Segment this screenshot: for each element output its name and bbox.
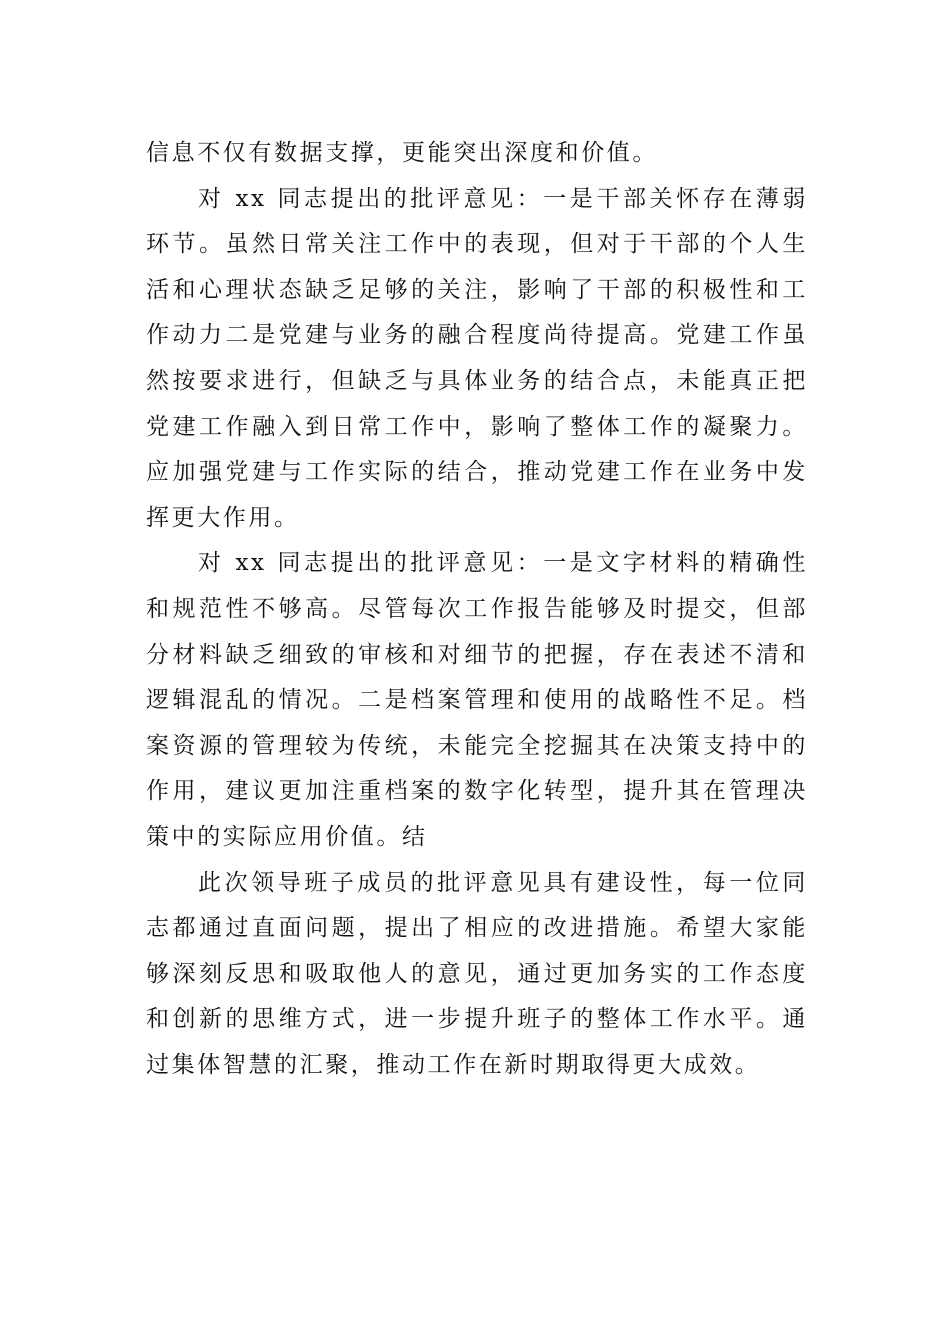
paragraph-criticism-1: 对 xx 同志提出的批评意见：一是干部关怀存在薄弱环节。虽然日常关注工作中的表现，但对于干部的个人生活和心理状态缺乏足够的关注，影响了干部的积极性和工作动力二是党建与业务的融合程度尚待提高。党建工作虽然按要求进行，但缺乏与具体业务的结合点，未能真正把党建工作融入到日常工作中，影响了整体工作的凝聚力。应加强党建与工作实际的结合，推动党建工作在业务中发挥更大作用。: [146, 185, 808, 531]
document-body: [146, 131, 808, 1088]
paragraph-conclusion: 此次领导班子成员的批评意见具有建设性，每一位同志都通过直面问题，提出了相应的改进措施。希望大家能够深刻反思和吸取他人的意见，通过更加务实的工作态度和创新的思维方式，进一步提升班子的整体工作水平。通过集体智慧的汇聚，推动工作在新时期取得更大成效。: [146, 869, 808, 1078]
paragraph-criticism-2: 对 xx 同志提出的批评意见：一是文字材料的精确性和规范性不够高。尽管每次工作报告能够及时提交，但部分材料缺乏细致的审核和对细节的把握，存在表述不清和逻辑混乱的情况。二是档案管理和使用的战略性不足。档案资源的管理较为传统，未能完全挖掘其在决策支持中的作用，建议更加注重档案的数字化转型，提升其在管理决策中的实际应用价值。结: [146, 550, 808, 850]
paragraph-continuation: 信息不仅有数据支撑，更能突出深度和价值。: [146, 140, 658, 166]
